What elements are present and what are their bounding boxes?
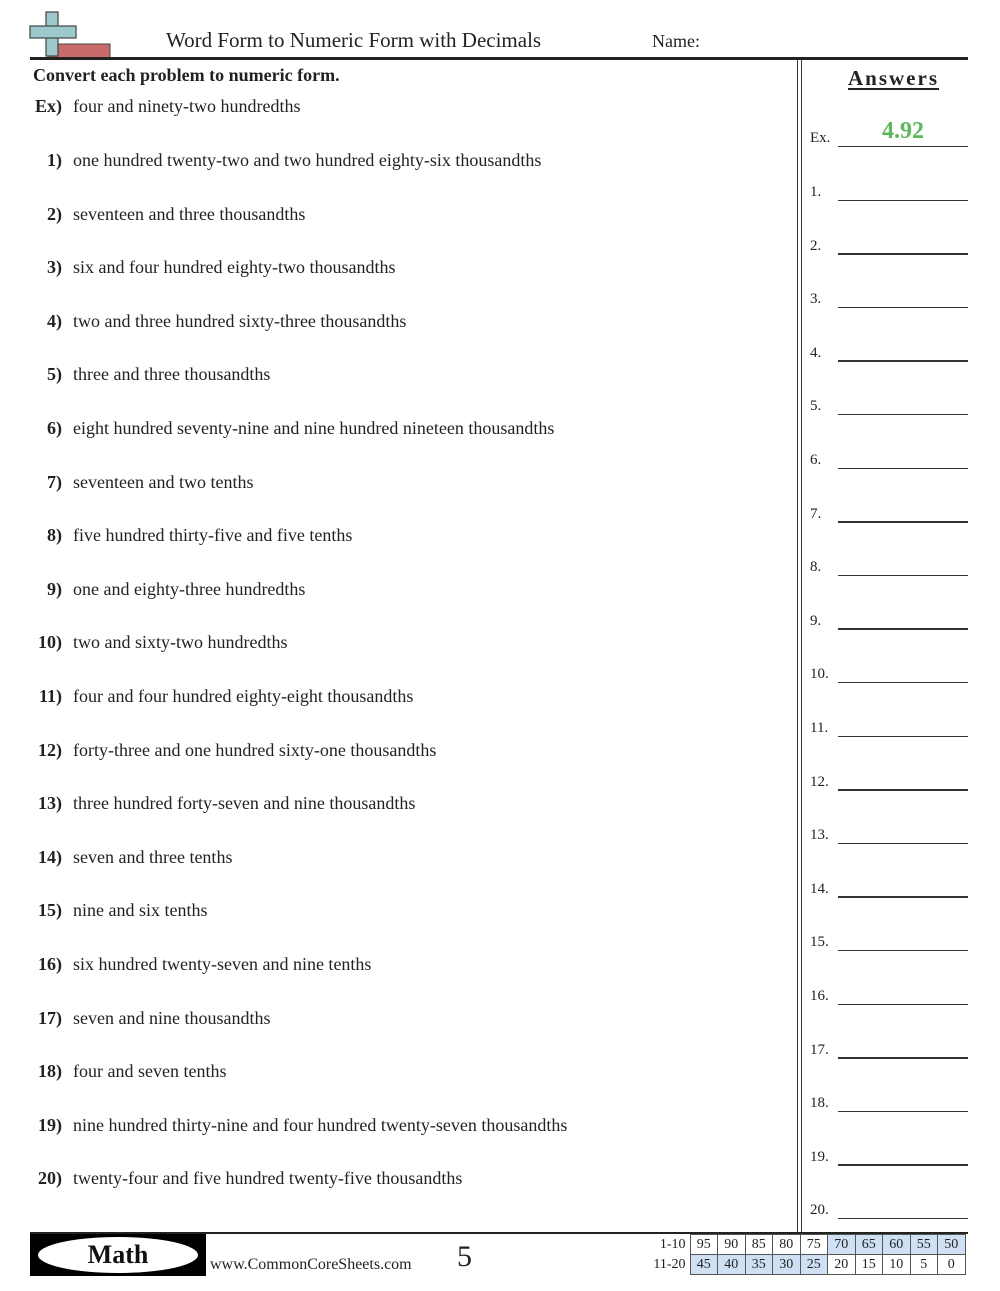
score-cell: 35 [745, 1255, 773, 1275]
answer-line [838, 468, 968, 470]
answer-label: 2. [810, 237, 822, 254]
problem-text: forty-three and one hundred sixty-one thousandths [73, 739, 437, 760]
answer-label: 7. [810, 505, 822, 522]
header-rule [30, 57, 968, 60]
problem-number: 2) [47, 203, 62, 224]
problem-text: twenty-four and five hundred twenty-five thousandths [73, 1168, 463, 1189]
problem-text: four and four hundred eighty-eight thousandths [73, 686, 414, 706]
problem-number: 10) [38, 632, 62, 653]
answer-line [838, 736, 968, 738]
score-row-label: 1-10 [659, 1236, 686, 1252]
answer-label: 19. [810, 1148, 829, 1165]
problem-item [0, 738, 780, 762]
answer-blank[interactable] [810, 600, 968, 630]
score-row [646, 1255, 965, 1275]
example-answer-value: 4.92 [882, 118, 924, 144]
problem-text: one and eighty-three hundredths [73, 578, 306, 599]
problem-number: 3) [47, 257, 62, 278]
problem-number: 17) [38, 1007, 62, 1028]
score-cell: 0 [938, 1255, 966, 1275]
answer-label: 17. [810, 1041, 829, 1058]
example-problem [0, 94, 780, 118]
problem-number: 18) [38, 1061, 62, 1082]
score-row [646, 1235, 965, 1255]
problem-item [0, 362, 780, 386]
answer-blank[interactable] [810, 975, 968, 1005]
problem-item [0, 309, 780, 333]
example-answer [810, 117, 968, 147]
problem-text: nine and six tenths [73, 900, 208, 921]
answer-label: 14. [810, 880, 829, 897]
answer-blank[interactable] [810, 439, 968, 469]
answer-blank[interactable] [810, 653, 968, 683]
answer-blank[interactable] [810, 171, 968, 201]
page-number: 5 [457, 1240, 472, 1273]
answer-label: 12. [810, 773, 829, 790]
problem-item [0, 148, 780, 172]
problem-item [0, 898, 780, 922]
problem-text: four and seven tenths [73, 1061, 227, 1082]
answer-blank[interactable] [810, 546, 968, 576]
answer-line [838, 628, 968, 630]
answer-line [838, 414, 968, 416]
problem-item [0, 1166, 780, 1190]
score-cell: 40 [718, 1255, 746, 1275]
answer-label: 6. [810, 452, 822, 468]
problem-item [0, 523, 780, 547]
score-table [646, 1234, 966, 1275]
problem-text: seventeen and two tenths [73, 471, 254, 492]
example-answer-label: Ex. [810, 130, 831, 146]
answer-label: 13. [810, 827, 829, 844]
subject-label: Math [38, 1237, 198, 1273]
problem-number: 14) [38, 846, 62, 867]
problem-text: three hundred forty-seven and nine thousandths [73, 793, 416, 814]
answer-line [838, 843, 968, 845]
score-row-label: 11-20 [653, 1256, 686, 1272]
page-title: Word Form to Numeric Form with Decimals [166, 28, 542, 52]
answer-label: 15. [810, 934, 829, 951]
answer-label: 9. [810, 612, 822, 629]
answer-blank[interactable] [810, 332, 968, 362]
score-cell: 30 [773, 1255, 801, 1275]
answer-label: 1. [810, 184, 822, 200]
score-cell: 85 [745, 1235, 773, 1255]
problem-item [0, 1006, 780, 1030]
problem-item [0, 1113, 780, 1137]
answer-label: 10. [810, 666, 829, 683]
column-divider [797, 60, 798, 1232]
problem-item [0, 416, 780, 440]
problem-text: three and three thousandths [73, 364, 271, 385]
score-cell: 20 [828, 1255, 856, 1275]
problem-item [0, 791, 780, 815]
score-cell: 90 [718, 1235, 746, 1255]
answer-blank[interactable] [810, 868, 968, 898]
score-cell: 5 [910, 1255, 938, 1275]
answer-blank[interactable] [810, 921, 968, 951]
problem-number: 13) [38, 793, 62, 814]
problem-text: eight hundred seventy-nine and nine hundred nineteen thousandths [73, 418, 555, 438]
answer-label: 11. [810, 720, 829, 736]
problem-item [0, 684, 780, 708]
answer-blank[interactable] [810, 225, 968, 255]
problem-item [0, 630, 780, 654]
score-cell: 10 [883, 1255, 911, 1275]
score-cell: 45 [690, 1255, 718, 1275]
subject-badge [30, 1234, 206, 1276]
problem-number: 16) [38, 954, 62, 974]
problem-text: two and three hundred sixty-three thousandths [73, 310, 407, 331]
answer-line [838, 575, 968, 577]
answer-line [838, 1004, 968, 1006]
answer-label: 16. [810, 988, 829, 1004]
answer-line [838, 1111, 968, 1113]
score-cell: 60 [883, 1235, 911, 1255]
problem-item [0, 845, 780, 869]
problem-text: seven and three tenths [73, 846, 233, 867]
problem-item [0, 255, 780, 279]
example-text: four and ninety-two hundredths [73, 96, 301, 116]
score-cell: 25 [800, 1255, 828, 1275]
problem-item [0, 1059, 780, 1083]
score-cell: 15 [855, 1255, 883, 1275]
problem-text: six and four hundred eighty-two thousandths [73, 257, 396, 278]
answer-line [838, 521, 968, 523]
name-label: Name: [652, 31, 700, 51]
problem-number: 7) [47, 471, 62, 492]
answer-blank[interactable] [810, 1189, 968, 1219]
score-cell: 55 [910, 1235, 938, 1255]
answer-label: 4. [810, 344, 822, 361]
answer-blank[interactable] [810, 814, 968, 844]
answer-line [838, 146, 968, 148]
answer-blank[interactable] [810, 1136, 968, 1166]
answer-label: 18. [810, 1095, 829, 1112]
answer-blank[interactable] [810, 1082, 968, 1112]
problem-number: 20) [38, 1168, 62, 1189]
score-cell: 95 [690, 1235, 718, 1255]
problem-number: 15) [38, 900, 62, 921]
answer-label: 5. [810, 398, 822, 415]
score-cell: 80 [773, 1235, 801, 1255]
answer-line [838, 360, 968, 362]
problem-number: 19) [38, 1114, 62, 1135]
answer-line [838, 789, 968, 791]
answer-blank[interactable] [810, 1029, 968, 1059]
answer-blank[interactable] [810, 493, 968, 523]
problem-item [0, 202, 780, 226]
answer-blank[interactable] [810, 707, 968, 737]
instructions: Convert each problem to numeric form. [33, 65, 340, 85]
answer-line [838, 682, 968, 684]
answer-label: 20. [810, 1202, 829, 1219]
answer-blank[interactable] [810, 278, 968, 308]
answer-line [838, 1057, 968, 1059]
website-link[interactable]: www.CommonCoreSheets.com [210, 1256, 412, 1273]
column-divider [801, 60, 802, 1232]
answer-label: 8. [810, 559, 822, 576]
problem-text: two and sixty-two hundredths [73, 632, 288, 653]
problem-text: seventeen and three thousandths [73, 203, 306, 224]
problem-number: 11) [38, 686, 62, 706]
problem-number: 8) [47, 525, 62, 546]
problem-number: 6) [47, 418, 62, 438]
problem-item [0, 952, 780, 976]
problem-item [0, 470, 780, 494]
score-cell: 75 [800, 1235, 828, 1255]
answer-line [838, 1218, 968, 1220]
problem-text: seven and nine thousandths [73, 1007, 271, 1028]
score-cell: 70 [828, 1235, 856, 1255]
answer-line [838, 307, 968, 309]
problem-item [0, 577, 780, 601]
answer-line [838, 253, 968, 255]
problem-text: one hundred twenty-two and two hundred eighty-six thousandths [73, 150, 542, 170]
answer-label: 3. [810, 291, 822, 308]
plus-logo-icon [28, 10, 112, 60]
problem-number: 1) [47, 150, 62, 170]
example-label: Ex) [35, 96, 62, 116]
problem-number: 5) [47, 364, 62, 385]
problem-number: 9) [47, 578, 62, 599]
problem-text: five hundred thirty-five and five tenths [73, 525, 353, 546]
answer-line [838, 1164, 968, 1166]
answer-line [838, 896, 968, 898]
problem-text: six hundred twenty-seven and nine tenths [73, 954, 372, 974]
answer-blank[interactable] [810, 761, 968, 791]
answer-line [838, 950, 968, 952]
problem-number: 12) [38, 739, 62, 760]
score-cell: 65 [855, 1235, 883, 1255]
problem-number: 4) [47, 310, 62, 331]
answer-line [838, 200, 968, 202]
problem-text: nine hundred thirty-nine and four hundred twenty-seven thousandths [73, 1114, 568, 1135]
answers-heading: Answers [848, 66, 939, 90]
answer-blank[interactable] [810, 385, 968, 415]
score-cell: 50 [938, 1235, 966, 1255]
